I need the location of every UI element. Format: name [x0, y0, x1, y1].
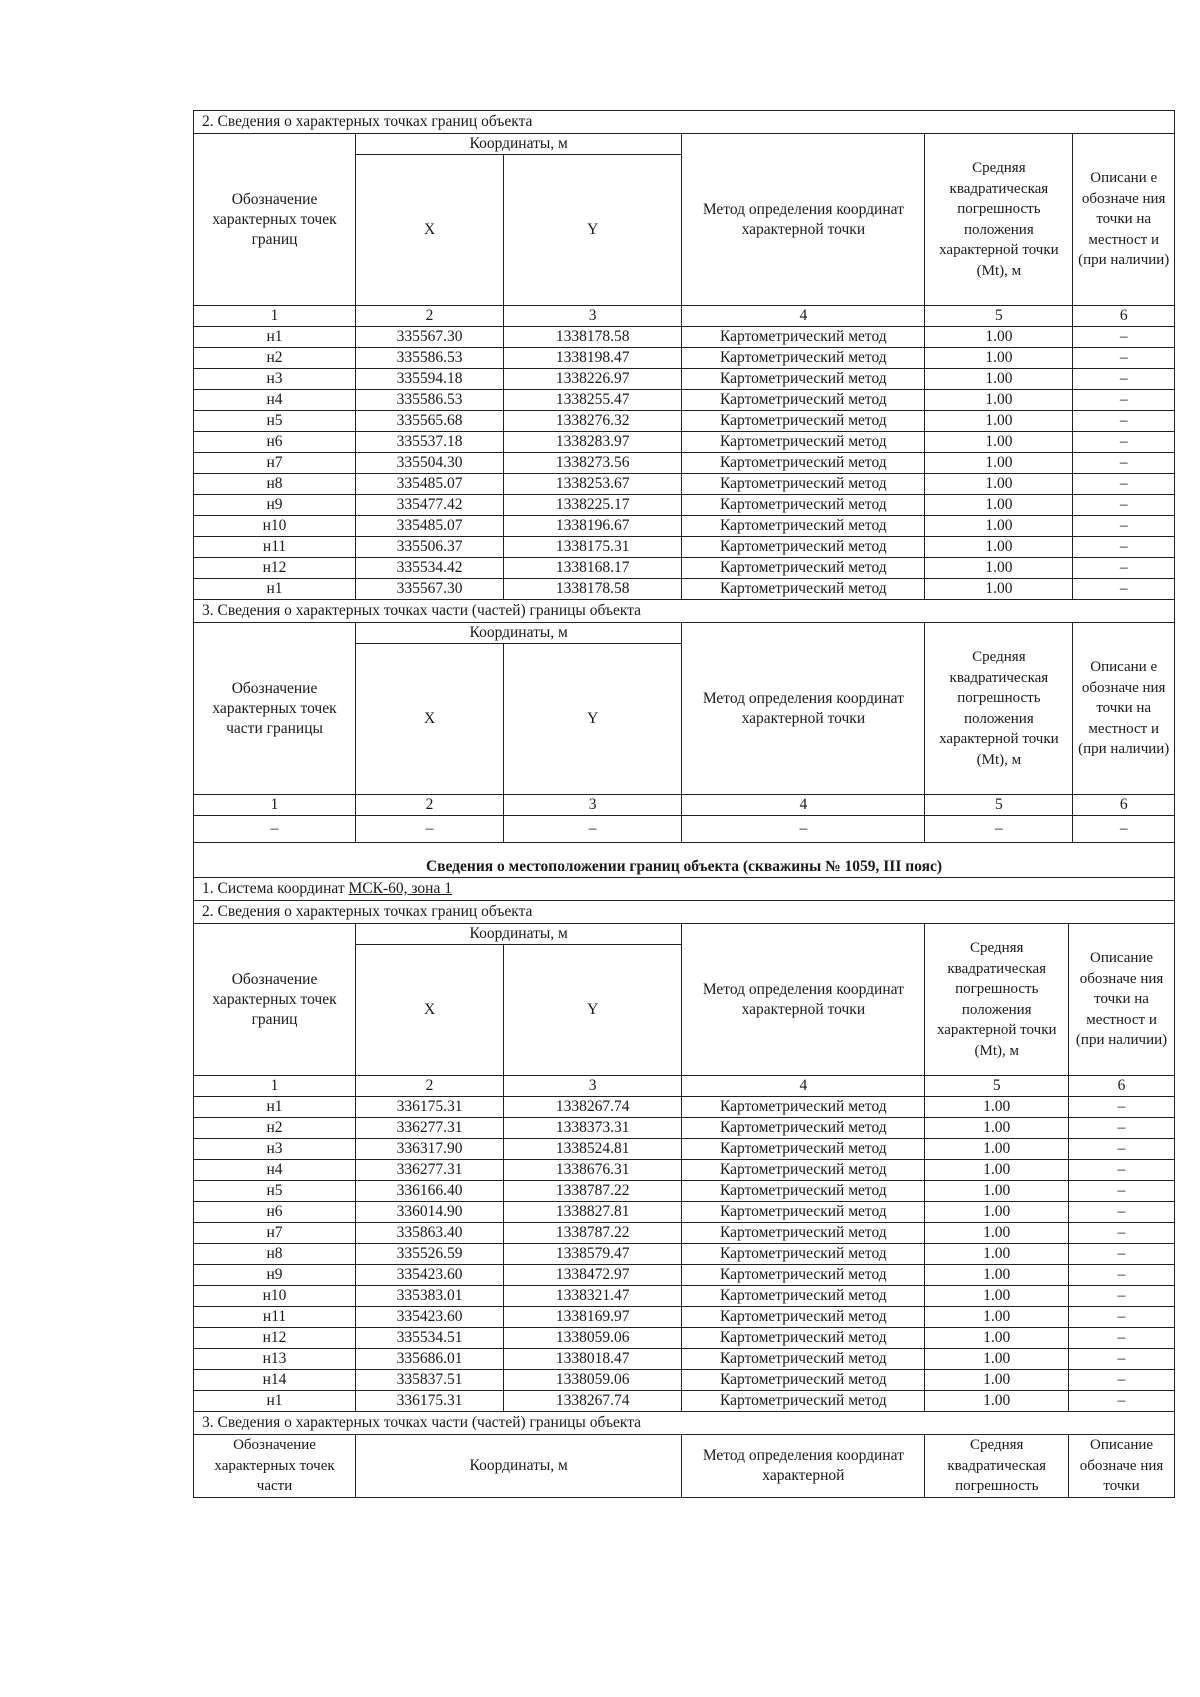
table-row	[194, 1307, 1175, 1328]
part-boundary-points-table-2	[193, 1434, 1175, 1498]
point-id-cell: н1	[194, 327, 356, 348]
point-id-cell: н5	[194, 411, 356, 432]
method-cell: Картометрический метод	[682, 516, 925, 537]
header-error: Средняя квадратическая погрешность положения характерной точки (Mt), м	[925, 623, 1073, 795]
error-cell: 1.00	[925, 579, 1073, 600]
col-number: 4	[682, 306, 925, 327]
method-cell: Картометрический метод	[682, 1391, 925, 1412]
coord-x-cell: 336277.31	[356, 1160, 504, 1181]
description-cell: –	[1073, 348, 1175, 369]
header-y: Y	[504, 644, 682, 795]
coord-y-cell: 1338472.97	[504, 1265, 682, 1286]
method-cell: Картометрический метод	[682, 369, 925, 390]
col-number: 5	[925, 306, 1073, 327]
column-numbers-row	[194, 306, 1175, 327]
error-cell: 1.00	[925, 1286, 1069, 1307]
point-id-cell: н1	[194, 579, 356, 600]
method-cell: Картометрический метод	[682, 411, 925, 432]
point-id-cell: н7	[194, 1223, 356, 1244]
method-cell: Картометрический метод	[682, 1160, 925, 1181]
coord-y-cell: 1338787.22	[504, 1223, 682, 1244]
column-numbers-row	[194, 1076, 1175, 1097]
coord-x-cell: 335485.07	[356, 474, 504, 495]
header-coords: Координаты, м	[356, 924, 682, 945]
header-coords: Координаты, м	[356, 134, 682, 155]
table-row	[194, 1097, 1175, 1118]
table-row	[194, 474, 1175, 495]
description-cell: –	[1069, 1307, 1175, 1328]
description-cell: –	[1069, 1265, 1175, 1286]
col-number: 3	[504, 306, 682, 327]
header-x: X	[356, 945, 504, 1076]
error-cell: 1.00	[925, 369, 1073, 390]
table-row	[194, 495, 1175, 516]
section-3-title: 3. Сведения о характерных точках части (частей) границы объекта	[193, 1412, 1175, 1434]
method-cell: Картометрический метод	[682, 1139, 925, 1160]
boundary-points-table	[193, 133, 1175, 600]
error-cell: 1.00	[925, 432, 1073, 453]
table-row	[194, 558, 1175, 579]
coord-y-cell: 1338255.47	[504, 390, 682, 411]
table-row	[194, 453, 1175, 474]
header-designation: Обозначение характерных точек части	[194, 1435, 356, 1498]
table-row	[194, 1244, 1175, 1265]
description-cell: –	[1069, 1160, 1175, 1181]
table-row	[194, 1223, 1175, 1244]
description-cell: –	[1073, 579, 1175, 600]
method-cell: Картометрический метод	[682, 474, 925, 495]
coord-x-cell: 335686.01	[356, 1349, 504, 1370]
description-cell: –	[1069, 1139, 1175, 1160]
header-description: Описание обозначе ния точки	[1069, 1435, 1175, 1498]
col-number: 1	[194, 1076, 356, 1097]
error-cell: 1.00	[925, 1118, 1069, 1139]
method-cell: Картометрический метод	[682, 1181, 925, 1202]
point-id-cell: н13	[194, 1349, 356, 1370]
error-cell: 1.00	[925, 1328, 1069, 1349]
error-cell: 1.00	[925, 1223, 1069, 1244]
coord-x-cell: 335586.53	[356, 348, 504, 369]
method-cell: Картометрический метод	[682, 1265, 925, 1286]
point-id-cell: н6	[194, 1202, 356, 1223]
error-cell: 1.00	[925, 1202, 1069, 1223]
method-cell: Картометрический метод	[682, 495, 925, 516]
cell: –	[194, 816, 356, 843]
coord-x-cell: 335477.42	[356, 495, 504, 516]
description-cell: –	[1069, 1391, 1175, 1412]
description-cell: –	[1073, 453, 1175, 474]
header-y: Y	[504, 945, 682, 1076]
table-row	[194, 1370, 1175, 1391]
cell: –	[1073, 816, 1175, 843]
table-row	[194, 390, 1175, 411]
coord-x-cell: 335565.68	[356, 411, 504, 432]
method-cell: Картометрический метод	[682, 1349, 925, 1370]
cell: –	[925, 816, 1073, 843]
coord-x-cell: 335383.01	[356, 1286, 504, 1307]
method-cell: Картометрический метод	[682, 1202, 925, 1223]
col-number: 3	[504, 1076, 682, 1097]
table-row	[194, 411, 1175, 432]
cell: –	[682, 816, 925, 843]
coord-y-cell: 1338225.17	[504, 495, 682, 516]
point-id-cell: н1	[194, 1391, 356, 1412]
point-id-cell: н6	[194, 432, 356, 453]
description-cell: –	[1069, 1118, 1175, 1139]
description-cell: –	[1069, 1202, 1175, 1223]
error-cell: 1.00	[925, 453, 1073, 474]
point-id-cell: н14	[194, 1370, 356, 1391]
point-id-cell: н10	[194, 1286, 356, 1307]
col-number: 3	[504, 795, 682, 816]
method-cell: Картометрический метод	[682, 558, 925, 579]
error-cell: 1.00	[925, 390, 1073, 411]
header-method: Метод определения координат характерной точки	[682, 623, 925, 795]
header-x: X	[356, 644, 504, 795]
coord-y-cell: 1338827.81	[504, 1202, 682, 1223]
coord-y-cell: 1338169.97	[504, 1307, 682, 1328]
coord-y-cell: 1338276.32	[504, 411, 682, 432]
method-cell: Картометрический метод	[682, 1370, 925, 1391]
coord-x-cell: 335586.53	[356, 390, 504, 411]
header-x: X	[356, 155, 504, 306]
coord-system-line	[193, 877, 1175, 900]
col-number: 4	[682, 1076, 925, 1097]
method-cell: Картометрический метод	[682, 432, 925, 453]
table-body	[194, 1097, 1175, 1412]
coord-x-cell: 335567.30	[356, 579, 504, 600]
description-cell: –	[1073, 474, 1175, 495]
error-cell: 1.00	[925, 1244, 1069, 1265]
point-id-cell: н3	[194, 369, 356, 390]
col-number: 6	[1073, 795, 1175, 816]
method-cell: Картометрический метод	[682, 579, 925, 600]
table-row	[194, 1265, 1175, 1286]
point-id-cell: н12	[194, 558, 356, 579]
col-number: 6	[1069, 1076, 1175, 1097]
col-number: 5	[925, 1076, 1069, 1097]
location-title: Сведения о местоположении границ объекта (скважины № 1059, III пояс)	[193, 843, 1175, 877]
coord-y-cell: 1338059.06	[504, 1328, 682, 1349]
coord-x-cell: 336277.31	[356, 1118, 504, 1139]
coord-y-cell: 1338676.31	[504, 1160, 682, 1181]
error-cell: 1.00	[925, 327, 1073, 348]
point-id-cell: н4	[194, 1160, 356, 1181]
method-cell: Картометрический метод	[682, 1286, 925, 1307]
method-cell: Картометрический метод	[682, 348, 925, 369]
header-description: Описание обозначе ния точки на местност и (при наличии)	[1069, 924, 1175, 1076]
description-cell: –	[1069, 1244, 1175, 1265]
error-cell: 1.00	[925, 1391, 1069, 1412]
table-row	[194, 1139, 1175, 1160]
description-cell: –	[1073, 495, 1175, 516]
coord-x-cell: 335534.51	[356, 1328, 504, 1349]
coord-y-cell: 1338373.31	[504, 1118, 682, 1139]
description-cell: –	[1073, 432, 1175, 453]
col-number: 6	[1073, 306, 1175, 327]
description-cell: –	[1073, 537, 1175, 558]
method-cell: Картометрический метод	[682, 1223, 925, 1244]
error-cell: 1.00	[925, 537, 1073, 558]
table-row	[194, 1349, 1175, 1370]
point-id-cell: н8	[194, 474, 356, 495]
method-cell: Картометрический метод	[682, 1097, 925, 1118]
header-error: Средняя квадратическая погрешность	[925, 1435, 1069, 1498]
point-id-cell: н2	[194, 1118, 356, 1139]
description-cell: –	[1069, 1097, 1175, 1118]
description-cell: –	[1069, 1349, 1175, 1370]
error-cell: 1.00	[925, 1265, 1069, 1286]
point-id-cell: н8	[194, 1244, 356, 1265]
coord-x-cell: 335567.30	[356, 327, 504, 348]
coord-x-cell: 335537.18	[356, 432, 504, 453]
error-cell: 1.00	[925, 348, 1073, 369]
header-error: Средняя квадратическая погрешность положения характерной точки (Mt), м	[925, 134, 1073, 306]
error-cell: 1.00	[925, 516, 1073, 537]
header-coords: Координаты, м	[356, 623, 682, 644]
table-row	[194, 1118, 1175, 1139]
header-designation: Обозначение характерных точек части границы	[194, 623, 356, 795]
method-cell: Картометрический метод	[682, 1244, 925, 1265]
header-designation: Обозначение характерных точек границ	[194, 134, 356, 306]
header-method: Метод определения координат характерной точки	[682, 924, 925, 1076]
col-number: 2	[356, 306, 504, 327]
col-number: 1	[194, 306, 356, 327]
error-cell: 1.00	[925, 495, 1073, 516]
coord-y-cell: 1338059.06	[504, 1370, 682, 1391]
description-cell: –	[1073, 558, 1175, 579]
column-numbers-row	[194, 795, 1175, 816]
coord-y-cell: 1338283.97	[504, 432, 682, 453]
col-number: 2	[356, 1076, 504, 1097]
error-cell: 1.00	[925, 1097, 1069, 1118]
table-row	[194, 432, 1175, 453]
point-id-cell: н12	[194, 1328, 356, 1349]
coord-x-cell: 336175.31	[356, 1391, 504, 1412]
coord-y-cell: 1338178.58	[504, 579, 682, 600]
coord-y-cell: 1338168.17	[504, 558, 682, 579]
error-cell: 1.00	[925, 558, 1073, 579]
col-number: 1	[194, 795, 356, 816]
method-cell: Картометрический метод	[682, 453, 925, 474]
description-cell: –	[1069, 1181, 1175, 1202]
table-row	[194, 1391, 1175, 1412]
table-row	[194, 1286, 1175, 1307]
coord-y-cell: 1338273.56	[504, 453, 682, 474]
point-id-cell: н11	[194, 537, 356, 558]
coord-y-cell: 1338267.74	[504, 1391, 682, 1412]
header-error: Средняя квадратическая погрешность положения характерной точки (Mt), м	[925, 924, 1069, 1076]
table-row	[194, 1181, 1175, 1202]
coord-y-cell: 1338267.74	[504, 1097, 682, 1118]
table-row	[194, 1328, 1175, 1349]
point-id-cell: н5	[194, 1181, 356, 1202]
coord-y-cell: 1338579.47	[504, 1244, 682, 1265]
coord-x-cell: 335506.37	[356, 537, 504, 558]
document-page	[193, 110, 1175, 1498]
method-cell: Картометрический метод	[682, 1328, 925, 1349]
coord-x-cell: 335423.60	[356, 1307, 504, 1328]
error-cell: 1.00	[925, 1370, 1069, 1391]
header-designation: Обозначение характерных точек границ	[194, 924, 356, 1076]
error-cell: 1.00	[925, 411, 1073, 432]
coord-y-cell: 1338178.58	[504, 327, 682, 348]
table-row	[194, 516, 1175, 537]
col-number: 2	[356, 795, 504, 816]
coord-x-cell: 336014.90	[356, 1202, 504, 1223]
coord-system-value: МСК-60, зона 1	[348, 880, 452, 897]
table-row	[194, 1202, 1175, 1223]
point-id-cell: н9	[194, 1265, 356, 1286]
method-cell: Картометрический метод	[682, 327, 925, 348]
method-cell: Картометрический метод	[682, 390, 925, 411]
error-cell: 1.00	[925, 1181, 1069, 1202]
description-cell: –	[1069, 1328, 1175, 1349]
cell: –	[356, 816, 504, 843]
coord-y-cell: 1338198.47	[504, 348, 682, 369]
coord-system-label: 1. Система координат	[202, 880, 349, 897]
point-id-cell: н2	[194, 348, 356, 369]
description-cell: –	[1069, 1370, 1175, 1391]
coord-y-cell: 1338018.47	[504, 1349, 682, 1370]
header-coords: Координаты, м	[356, 1435, 682, 1498]
header-y: Y	[504, 155, 682, 306]
col-number: 4	[682, 795, 925, 816]
description-cell: –	[1073, 390, 1175, 411]
table-row	[194, 816, 1175, 843]
coord-x-cell: 336317.90	[356, 1139, 504, 1160]
point-id-cell: н4	[194, 390, 356, 411]
coord-x-cell: 335534.42	[356, 558, 504, 579]
point-id-cell: н9	[194, 495, 356, 516]
coord-x-cell: 335837.51	[356, 1370, 504, 1391]
description-cell: –	[1073, 369, 1175, 390]
coord-x-cell: 335594.18	[356, 369, 504, 390]
method-cell: Картометрический метод	[682, 537, 925, 558]
header-method: Метод определения координат характерной точки	[682, 134, 925, 306]
description-cell: –	[1069, 1223, 1175, 1244]
coord-y-cell: 1338196.67	[504, 516, 682, 537]
coord-x-cell: 335423.60	[356, 1265, 504, 1286]
cell: –	[504, 816, 682, 843]
col-number: 5	[925, 795, 1073, 816]
coord-x-cell: 336175.31	[356, 1097, 504, 1118]
point-id-cell: н7	[194, 453, 356, 474]
coord-x-cell: 335863.40	[356, 1223, 504, 1244]
error-cell: 1.00	[925, 1349, 1069, 1370]
table-row	[194, 579, 1175, 600]
boundary-points-table-2	[193, 923, 1175, 1412]
table-row	[194, 1160, 1175, 1181]
header-description: Описани е обозначе ния точки на местност и (при наличии)	[1073, 623, 1175, 795]
coord-y-cell: 1338226.97	[504, 369, 682, 390]
coord-y-cell: 1338524.81	[504, 1139, 682, 1160]
section-3-title: 3. Сведения о характерных точках части (частей) границы объекта	[193, 600, 1175, 622]
point-id-cell: н1	[194, 1097, 356, 1118]
coord-y-cell: 1338787.22	[504, 1181, 682, 1202]
table-row	[194, 369, 1175, 390]
part-boundary-points-table	[193, 622, 1175, 843]
method-cell: Картометрический метод	[682, 1118, 925, 1139]
method-cell: Картометрический метод	[682, 1307, 925, 1328]
coord-y-cell: 1338253.67	[504, 474, 682, 495]
table-row	[194, 327, 1175, 348]
section-2-title: 2. Сведения о характерных точках границ объекта	[193, 110, 1175, 133]
table-body	[194, 327, 1175, 600]
point-id-cell: н3	[194, 1139, 356, 1160]
table-row	[194, 348, 1175, 369]
coord-x-cell: 336166.40	[356, 1181, 504, 1202]
point-id-cell: н10	[194, 516, 356, 537]
coord-x-cell: 335504.30	[356, 453, 504, 474]
description-cell: –	[1073, 516, 1175, 537]
point-id-cell: н11	[194, 1307, 356, 1328]
section-2-title: 2. Сведения о характерных точках границ объекта	[193, 900, 1175, 923]
error-cell: 1.00	[925, 474, 1073, 495]
header-method: Метод определения координат характерной	[682, 1435, 925, 1498]
table-row	[194, 537, 1175, 558]
coord-x-cell: 335526.59	[356, 1244, 504, 1265]
error-cell: 1.00	[925, 1160, 1069, 1181]
header-description: Описани е обозначе ния точки на местност и (при наличии)	[1073, 134, 1175, 306]
coord-x-cell: 335485.07	[356, 516, 504, 537]
description-cell: –	[1069, 1286, 1175, 1307]
coord-y-cell: 1338175.31	[504, 537, 682, 558]
description-cell: –	[1073, 327, 1175, 348]
description-cell: –	[1073, 411, 1175, 432]
coord-y-cell: 1338321.47	[504, 1286, 682, 1307]
error-cell: 1.00	[925, 1307, 1069, 1328]
error-cell: 1.00	[925, 1139, 1069, 1160]
